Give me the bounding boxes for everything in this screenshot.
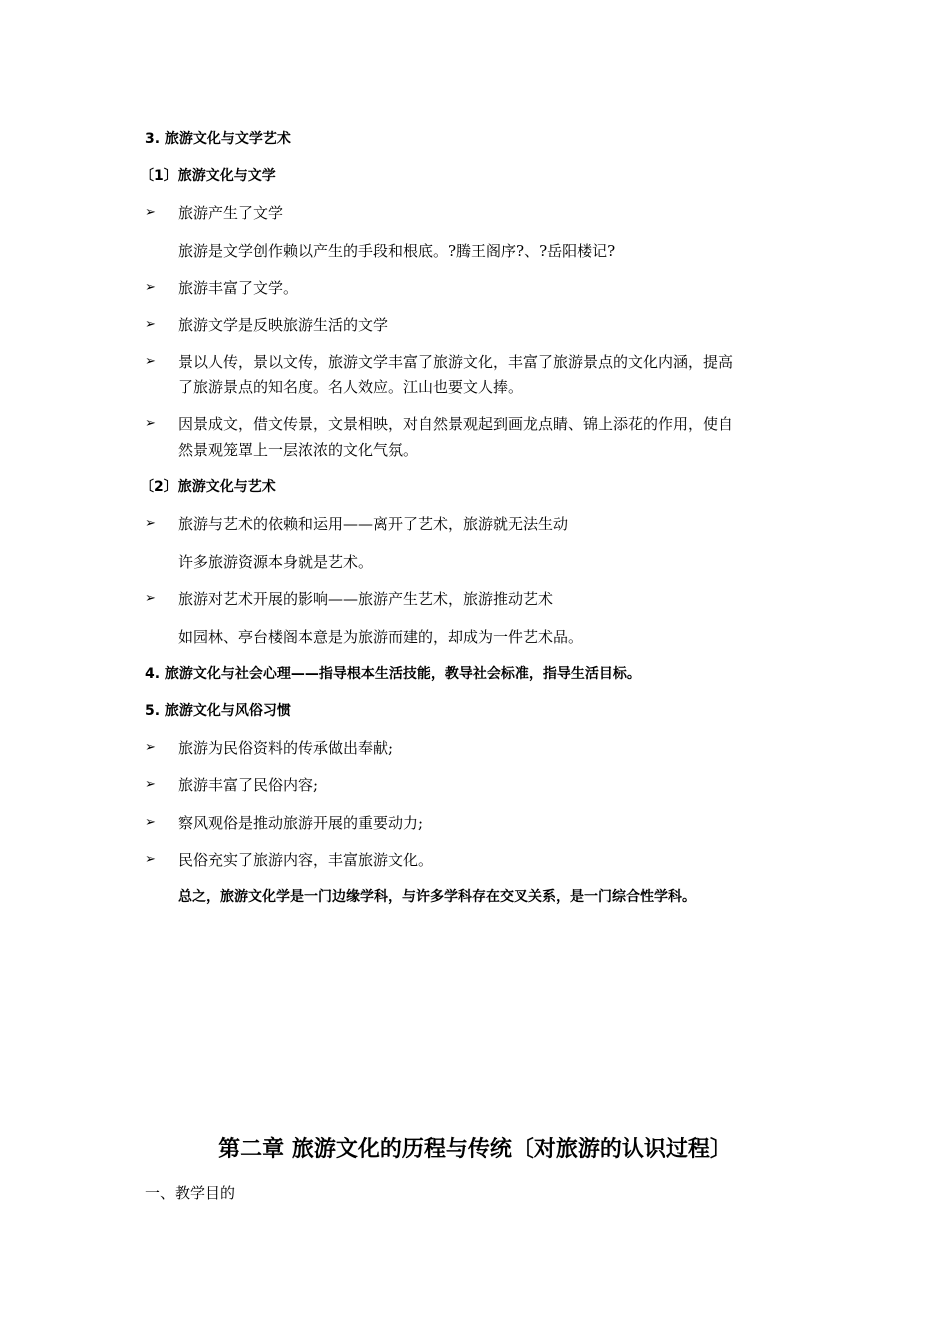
- list-item: 旅游产生了文学: [178, 204, 284, 222]
- arrow-bullet-icon: ➢: [145, 591, 156, 606]
- arrow-bullet-icon: ➢: [145, 280, 156, 295]
- list-item: 因景成文，借文传景，文景相映，对自然景观起到画龙点睛、锦上添花的作用，使自: [178, 415, 734, 433]
- list-item: 旅游与艺术的依赖和运用——离开了艺术，旅游就无法生动: [178, 515, 569, 533]
- arrow-bullet-icon: ➢: [145, 777, 156, 792]
- arrow-bullet-icon: ➢: [145, 852, 156, 867]
- list-item: 民俗充实了旅游内容，丰富旅游文化。: [178, 851, 434, 869]
- summary-text: 总之，旅游文化学是一门边缘学科，与许多学科存在交叉关系，是一门综合性学科。: [178, 889, 696, 905]
- chapter-title: 第二章 旅游文化的历程与传统〔对旅游的认识过程〕: [218, 1137, 732, 1162]
- arrow-bullet-icon: ➢: [145, 740, 156, 755]
- subsection-2-heading: 〔2〕旅游文化与艺术: [140, 479, 276, 495]
- section-5-heading: 5. 旅游文化与风俗习惯: [145, 703, 291, 719]
- section-3-heading: 3. 旅游文化与文学艺术: [145, 131, 291, 147]
- arrow-bullet-icon: ➢: [145, 205, 156, 220]
- arrow-bullet-icon: ➢: [145, 815, 156, 830]
- list-item: 察风观俗是推动旅游开展的重要动力;: [178, 814, 424, 832]
- arrow-bullet-icon: ➢: [145, 354, 156, 369]
- arrow-bullet-icon: ➢: [145, 416, 156, 431]
- subsection-1-heading: 〔1〕旅游文化与文学: [140, 168, 276, 184]
- list-item: 旅游对艺术开展的影响——旅游产生艺术，旅游推动艺术: [178, 590, 554, 608]
- list-item: 景以人传，景以文传，旅游文学丰富了旅游文化，丰富了旅游景点的文化内涵，提高: [178, 353, 734, 371]
- section-4-heading: 4. 旅游文化与社会心理——指导根本生活技能，教导社会标准，指导生活目标。: [145, 666, 641, 682]
- teaching-goal-heading: 一、教学目的: [145, 1184, 236, 1202]
- list-item: 旅游丰富了民俗内容;: [178, 776, 319, 794]
- arrow-bullet-icon: ➢: [145, 317, 156, 332]
- list-item: 旅游为民俗资料的传承做出奉献;: [178, 739, 394, 757]
- list-item-line-2: 了旅游景点的知名度。名人效应。江山也要文人捧。: [178, 378, 524, 396]
- arrow-bullet-icon: ➢: [145, 516, 156, 531]
- list-item-continuation: 如园林、亭台楼阁本意是为旅游而建的，却成为一件艺术品。: [178, 628, 584, 646]
- list-item: 旅游丰富了文学。: [178, 279, 299, 297]
- list-item-continuation: 旅游是文学创作赖以产生的手段和根底。?腾王阁序?、?岳阳楼记?: [178, 242, 616, 260]
- list-item: 旅游文学是反映旅游生活的文学: [178, 316, 389, 334]
- list-item-continuation: 许多旅游资源本身就是艺术。: [178, 553, 374, 571]
- list-item-line-2: 然景观笼罩上一层浓浓的文化气氛。: [178, 441, 419, 459]
